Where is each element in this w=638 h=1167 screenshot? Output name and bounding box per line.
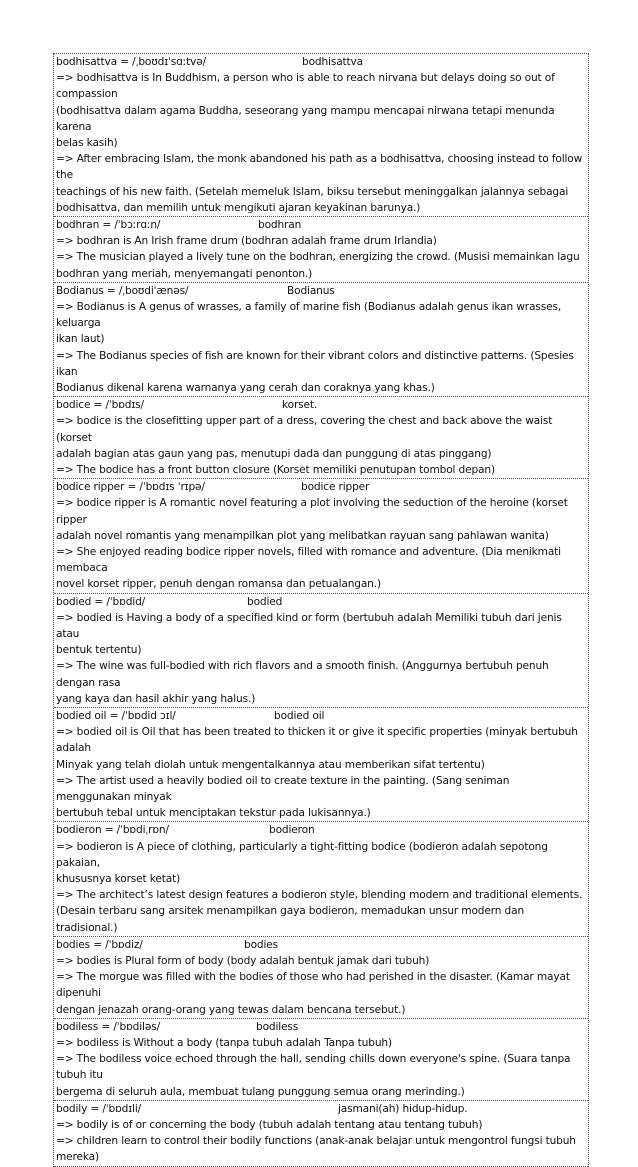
entry-header <box>54 822 588 838</box>
entry-text-line: adalah bagian atas gaun yang pas, menutupi dada dan punggung di atas pinggang) <box>56 447 492 460</box>
entry-text-line: => She enjoyed reading bodice ripper novels, filled with romance and adventure. (Dia menikmati membaca <box>56 546 561 575</box>
dictionary-entry <box>54 594 588 708</box>
translation: bodies <box>244 938 279 951</box>
entry-header <box>54 594 588 610</box>
entry-text-line: => bodiless is Without a body (tanpa tubuh adalah Tanpa tubuh) <box>56 1037 392 1050</box>
dictionary-entry <box>54 217 588 283</box>
dictionary-entry <box>54 397 588 479</box>
entry-text-line: teachings of his new faith. (Setelah memeluk Islam, biksu tersebut meninggalkan jalannya sebagai <box>56 185 569 198</box>
entry-text-line: bodhran yang meriah, menyemangati penonton.) <box>56 267 313 280</box>
entry-text-line: bertubuh tebal untuk menciptakan tekstur pada lukisannya.) <box>56 807 371 820</box>
dictionary-entry <box>54 708 588 822</box>
entry-text-line: => The Bodianus species of fish are known for their vibrant colors and distinctive patterns. (Spesies ikan <box>56 349 574 378</box>
entry-header <box>54 1101 588 1117</box>
entry-text-line: => bodieron is A piece of clothing, particularly a tight-fitting bodice (bodieron adalah sepotong pakaian, <box>56 840 548 869</box>
entry-text-line: adalah novel romantis yang menampilkan plot yang melibatkan rayuan sang pahlawan wanita) <box>56 529 549 542</box>
entry-text-line: => bodily is of or concerning the body (tubuh adalah tentang atau tentang tubuh) <box>56 1119 483 1132</box>
entry-header <box>54 937 588 953</box>
entry-text-line: yang kaya dan hasil akhir yang halus.) <box>56 692 256 705</box>
entry-text-line: => The artist used a heavily bodied oil to create texture in the painting. (Sang seniman menggunakan minyak <box>56 774 510 804</box>
translation: bodice ripper <box>301 481 370 494</box>
entry-text-line: belas kasih) <box>56 137 118 149</box>
entry-text-line: (Desain terbaru sang arsitek menampilkan gaya bodieron, memadukan unsur modern dan tradisional.) <box>56 905 525 934</box>
entry-text-line: => The wine was full-bodied with rich flavors and a smooth finish. (Anggurnya bertubuh penuh dengan rasa <box>56 660 549 689</box>
entry-text-line: novel korset ripper, penuh dengan romansa dan petualangan.) <box>56 578 381 591</box>
headword-pronunciation: bodily = /ˈbɒdɪli/ <box>56 1102 142 1115</box>
dictionary-entry <box>54 822 588 936</box>
entry-text-line: => bodies is Plural form of body (body adalah bentuk jamak dari tubuh) <box>56 955 430 968</box>
headword-pronunciation: bodiless = /ˈbɒdiləs/ <box>56 1020 160 1033</box>
dictionary-entry <box>54 1101 588 1167</box>
entry-header <box>54 1019 588 1035</box>
headword-pronunciation: bodice ripper = /ˈbɒdɪs ˈrɪpə/ <box>56 481 205 494</box>
dictionary-entry <box>54 937 588 1019</box>
entry-text-line: => bodied oil is Oil that has been treated to thicken it or give it specific properties (minyak bertubuh adalah <box>56 726 578 755</box>
entry-text-line: => bodied is Having a body of a specified kind or form (bertubuh adalah Memiliki tubuh dari jenis atau <box>56 611 562 641</box>
headword-pronunciation: bodieron = /ˈbɒdiˌrɒn/ <box>56 824 169 837</box>
dictionary-entry <box>54 479 588 593</box>
entry-text-line: bodhisattva, dan memilih untuk mengikuti ajaran keyakinan barunya.) <box>56 201 421 214</box>
dictionary-entry <box>54 283 588 397</box>
entry-text-line: bergema di seluruh aula, membuat tulang punggung semua orang merinding.) <box>56 1085 465 1098</box>
entry-text-line: => bodice is the closefitting upper part of a dress, covering the chest and back above the waist (korset <box>56 415 553 444</box>
entry-text-line: khususnya korset ketat) <box>56 873 181 886</box>
entry-text-line: dengan jenazah orang-orang yang tewas dalam bencana tersebut.) <box>56 1003 406 1016</box>
entry-header <box>54 54 588 70</box>
dictionary-entry <box>54 1019 588 1101</box>
entry-text-line: (bodhisattva dalam agama Buddha, seseorang yang mampu mencapai nirwana tetapi menunda karena <box>56 104 555 133</box>
translation: bodhran <box>258 219 302 232</box>
entry-text-line: => The bodiless voice echoed through the hall, sending chills down everyone's spine. (Suara tanpa tubuh itu <box>56 1053 571 1082</box>
entry-text-line: bentuk tertentu) <box>56 644 142 657</box>
entry-header <box>54 217 588 233</box>
translation: bodied <box>247 595 283 608</box>
headword-pronunciation: bodied oil = /ˈbɒdid ɔɪl/ <box>56 710 176 723</box>
headword-pronunciation: bodhran = /ˈbɔːrɑːn/ <box>56 219 161 232</box>
entry-text-line: => bodhisattva is In Buddhism, a person who is able to reach nirvana but delays doing so out of compassion <box>56 72 555 101</box>
entry-text-line: => The morgue was filled with the bodies of those who had perished in the disaster. (Kamar mayat dipenuhi <box>56 971 570 1000</box>
translation: bodied oil <box>274 710 325 723</box>
translation: bodieron <box>269 824 315 837</box>
headword-pronunciation: Bodianus = /ˌboʊdiˈænəs/ <box>56 284 189 297</box>
entry-text-line: => The bodice has a front button closure (Korset memiliki penutupan tombol depan) <box>56 464 495 477</box>
translation: bodhisattva <box>302 56 364 68</box>
entry-header <box>54 479 588 495</box>
entry-header <box>54 397 588 413</box>
entry-text-line: => Bodianus is A genus of wrasses, a family of marine fish (Bodianus adalah genus ikan wrasses, keluarga <box>56 301 562 330</box>
headword-pronunciation: bodhisattva = /ˌboʊdɪˈsɑːtvə/ <box>56 56 207 68</box>
entry-text-line: Minyak yang telah diolah untuk mengentalkannya atau memberikan sifat tertentu) <box>56 758 485 771</box>
entry-text-line: ikan laut) <box>56 333 105 346</box>
entry-text-line: => The architect’s latest design features a bodieron style, blending modern and traditional elements. <box>56 889 583 902</box>
translation: korset. <box>282 399 318 412</box>
entry-text-line: => bodhran is An Irish frame drum (bodhran adalah frame drum Irlandia) <box>56 235 437 248</box>
entry-text-line: => children learn to control their bodily functions (anak-anak belajar untuk mengontrol fungsi tubuh mereka) <box>56 1135 576 1164</box>
entry-text-line: => bodice ripper is A romantic novel featuring a plot involving the seduction of the heroine (korset ripper <box>56 497 568 526</box>
translation: Bodianus <box>287 284 335 297</box>
entry-text-line: => The musician played a lively tune on the bodhran, energizing the crowd. (Musisi memainkan lagu <box>56 251 580 264</box>
entry-text-line: Bodianus dikenal karena warnanya yang cerah dan coraknya yang khas.) <box>56 382 435 395</box>
entry-text-line: => After embracing Islam, the monk abandoned his path as a bodhisattva, choosing instead to follow the <box>56 153 583 182</box>
headword-pronunciation: bodied = /ˈbɒdid/ <box>56 595 146 608</box>
translation: bodiless <box>256 1020 299 1033</box>
entry-header <box>54 283 588 299</box>
entry-list <box>53 53 589 1167</box>
dictionary-entry <box>54 54 588 217</box>
headword-pronunciation: bodice = /ˈbɒdɪs/ <box>56 399 144 412</box>
headword-pronunciation: bodies = /ˈbɒdiz/ <box>56 938 143 951</box>
translation: jasmani(ah) hidup-hidup. <box>338 1102 468 1115</box>
entry-header <box>54 708 588 724</box>
